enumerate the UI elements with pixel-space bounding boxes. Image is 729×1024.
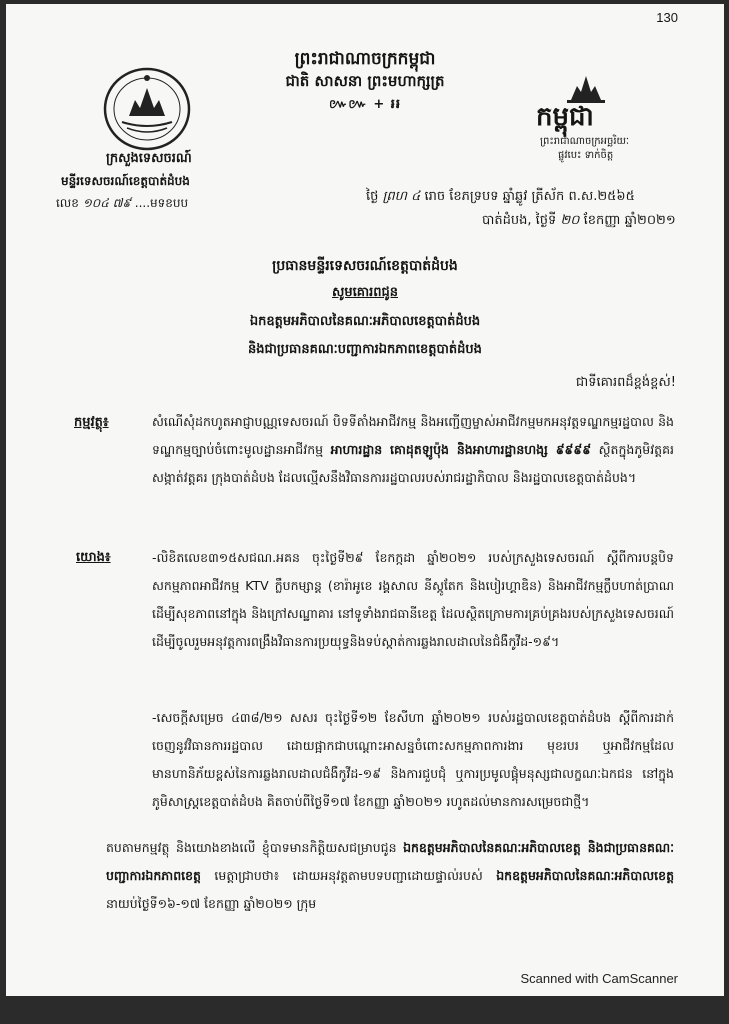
closing-text-1: តបតាមកម្មវត្ថុ និងយោងខាងលើ ខ្ញុំបាទមានកិត្តិយសជម្រាបជូន — [106, 840, 404, 855]
reference-number — [56, 195, 188, 213]
cambodia-wordmark: កម្ពុជា — [536, 102, 594, 132]
reference-item-2: -សេចក្តីសម្រេច ៤៣៨/២១ សសរ ចុះថ្ងៃទី១២ ខែសីហា ឆ្នាំ២០២១ របស់រដ្ឋបាលខេត្តបាត់ដំបង ស្តីពីការដាក់ចេញនូវវិធានការរដ្ឋបាល ដោយផ្អាកជាបណ្តោះអាសន្នចំពោះសកម្មភាពការងារ មុខរបរ ឬអាជីវកម្មដែលមានហានិភ័យខ្ពស់នៃការឆ្លងរាលដាលជំងឺកូវីដ-១៩ និងការជួបជុំ ឬការប្រមូលផ្តុំមនុស្សជាលក្ខណៈឯកជន នៅក្នុងភូមិសាស្ត្រខេត្តបាត់ដំបង គិតចាប់ពីថ្ងៃទី១៧ ខែកញ្ញា ឆ្នាំ២០២១ រហូតដល់មានការសម្រេចជាថ្មី។ — [152, 710, 674, 809]
lunar-date-prefix: ថ្ងៃ — [366, 189, 379, 204]
reference-label-text: យោង — [76, 550, 105, 565]
respectfully-to: សូមគោរពជូន — [331, 285, 398, 300]
header-flourish: ៚៚ + ៛៛ — [328, 97, 401, 112]
logo-tagline-1: ព្រះរាជាណាចក្រអច្ឆរិយៈ — [540, 136, 630, 147]
national-motto: ជាតិ សាសនា ព្រះមហាក្សត្រ — [285, 72, 445, 90]
solar-date-prefix: បាត់ដំបង, ថ្ងៃទី — [482, 213, 557, 228]
solar-date-rest: ខែកញ្ញា ឆ្នាំ២០២១ — [583, 213, 676, 228]
subject-bold-establishments: អាហារដ្ឋាន គោដុតឡូប៉ុង និងអាហារដ្ឋានហង្ស ៩៩៩៩ — [330, 442, 592, 457]
subject-label-text: កម្មវត្ថុ — [74, 415, 103, 430]
page-number: 130 — [656, 10, 678, 25]
ref-number-handwritten: ១០៤ ៧៩ — [82, 196, 131, 210]
closing-text-3: នាយប់ថ្ងៃទី១៦-១៧ ខែកញ្ញា ឆ្នាំ២០២១ ក្រុម — [106, 896, 317, 911]
subject-text — [152, 408, 674, 492]
ref-suffix: ....មទខបប — [134, 196, 189, 210]
closing-text-2: មេត្តាជ្រាបថា៖ ដោយអនុវត្តតាមបទបញ្ជាដោយផ្ទាល់របស់ — [200, 868, 497, 883]
reference-label: យោង៖ — [76, 550, 111, 565]
solar-date-handwritten: ២០ — [560, 213, 580, 228]
department-name: មន្ទីរទេសចរណ៍ខេត្តបាត់ដំបង — [61, 174, 190, 188]
closing-paragraph — [106, 834, 674, 918]
scanner-watermark: Scanned with CamScanner — [520, 971, 678, 986]
ministry-name: ក្រសួងទេសចរណ៍ — [106, 151, 192, 166]
sender-title: ប្រធានមន្ទីរទេសចរណ៍ខេត្តបាត់ដំបង — [272, 258, 458, 274]
document-page — [6, 4, 724, 996]
kingdom-heading: ព្រះរាជាណាចក្រកម្ពុជា — [294, 49, 436, 69]
ref-prefix: លេខ — [56, 196, 79, 210]
closing-bold-1: ឯកឧត្តមអភិបាលនៃគណៈអភិបាលខេត្ត និងជាប្រធានគណៈបញ្ជាការឯកភាពខេត្ត — [106, 840, 675, 883]
greeting: ជាទីគោរពដ៏ខ្ពង់ខ្ពស់! — [575, 375, 676, 390]
subject-label: កម្មវត្ថុ៖ — [74, 415, 109, 430]
lunar-date-rest: រោច ខែភទ្របទ ឆ្នាំឆ្លូវ ត្រីស័ក ព.ស.២៥៦៥ — [424, 189, 635, 204]
subject-body: សំណើសុំដកហូតអាជ្ញាបណ្ណទេសចរណ៍ បិទទីតាំងអាជីវកម្ម និងអញ្ជើញម្ចាស់អាជីវកម្មមកអនុវត្តទណ្ឌកម្មរដ្ឋបាល និងទណ្ឌកម្មច្បាប់ចំពោះមូលដ្ឋានអាជីវកម្ម — [152, 414, 674, 457]
logo-tagline-2: ផ្លូវបេះ​ ទាក់ចិត្ត — [558, 150, 614, 161]
solar-date — [482, 212, 676, 231]
recipient-line-1: ឯកឧត្តមអភិបាលនៃគណៈអភិបាលខេត្តបាត់ដំបង — [249, 314, 481, 329]
recipient-line-2: និងជាប្រធានគណៈបញ្ជាការឯកភាពខេត្តបាត់ដំបង — [248, 342, 482, 357]
lunar-date — [366, 188, 635, 207]
subject-body-end: ស្ថិតក្នុងភូមិវត្តគរ សង្កាត់វត្តគរ ក្រុងបាត់ដំបង ដែលល្មើសនឹងវិធានការរដ្ឋបាលរបស់រាជរដ្ឋាភិបាល និងរដ្ឋបាលខេត្តបាត់ដំបង។ — [152, 442, 675, 485]
ministry-seal-icon — [102, 66, 192, 152]
reference-item-1: -លិខិតលេខ៣១៥សជណ.អគន ចុះថ្ងៃទី២៩ ខែកក្កដា ឆ្នាំ២០២១ របស់ក្រសួងទេសចរណ៍ ស្តីពីការបន្តបិទសកម្មភាពអាជីវកម្ម KTV ក្លឹបកម្សាន្ត (ខារ៉ាអូខេ រង្គសាល នីស្កូតែក និងបៀរហ្គាឌិន) និងអាជីវកម្មក្លឹបហាត់ប្រាណដើម្បីសុខភាពនៅក្នុង និងក្រៅសណ្ឋាគារ នៅទូទាំងរាជធានីខេត្ត ដែលស្ថិតក្រោមការគ្រប់គ្រងរបស់ក្រសួងទេសចរណ៍ ដើម្បីចូលរួមអនុវត្តការពង្រឹងវិធានការប្រយុទ្ធនិងទប់ស្កាត់ការឆ្លងរាលដាលនៃជំងឺកូវីដ-១៩។ — [152, 550, 674, 649]
lunar-date-handwritten: ព្រហ ៤ — [382, 189, 425, 204]
closing-bold-2: ឯកឧត្តមអភិបាលនៃគណៈអភិបាលខេត្ត — [496, 868, 674, 883]
